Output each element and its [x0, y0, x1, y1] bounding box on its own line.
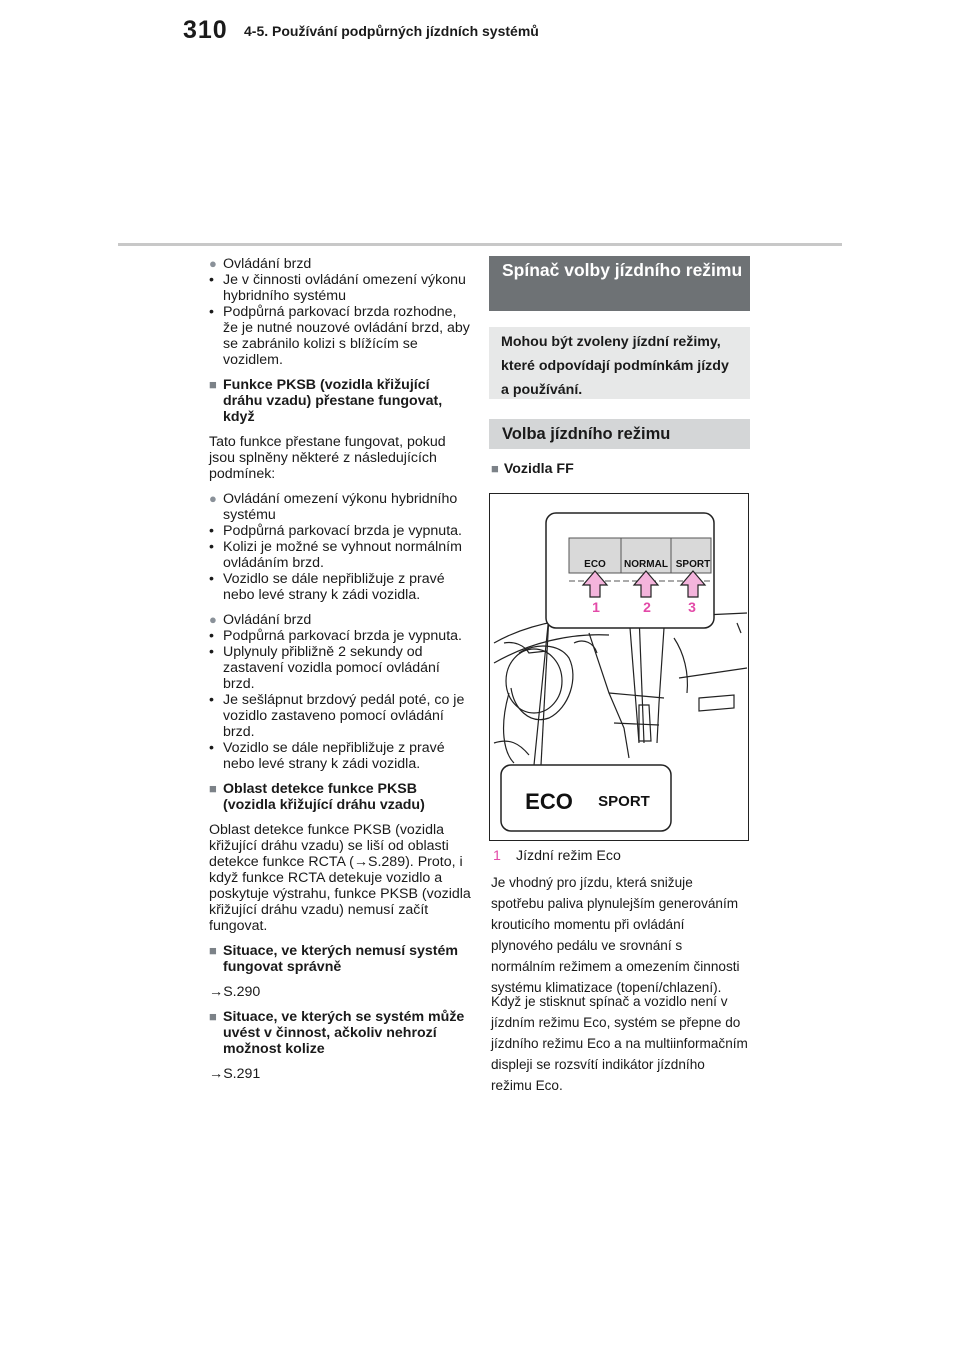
subheading-2: ■ Oblast detekce funkce PKSB (vozidla křižující dráhu vzadu): [209, 781, 425, 813]
list-item: Je v činnosti ovládání omezení výkonu hybridního systému: [223, 272, 466, 304]
square-bullet-icon: ■: [209, 781, 217, 796]
paragraph-eco-activation: Když je stisknut spínač a vozidlo není v jízdním režimu Eco, systém se přepne do jízdního režimu Eco a na multiinformačním displeji se rozsvítí indikátor jízdního režimu Eco.: [491, 994, 748, 1093]
section-title: 4-5. Používání podpůrných jízdních systémů: [244, 23, 539, 39]
eco-indicator-label: ECO: [525, 789, 573, 814]
subheading-1: ■ Funkce PKSB (vozidla křižující dráhu vzadu) přestane fungovat, když: [209, 377, 443, 425]
list-item: Podpůrná parkovací brzda rozhodne, že je nutné nouzové ovládání brzd, aby se zabránilo kolizi s blížícím se vozidlem.: [223, 304, 470, 368]
dashboard-illustration: [489, 493, 749, 841]
eco-button-label: ECO: [584, 559, 606, 570]
left-column: [209, 256, 471, 1091]
bullet-lead: Ovládání omezení výkonu hybridního systému: [223, 491, 458, 523]
list-item: Podpůrná parkovací brzda je vypnuta.: [223, 628, 462, 644]
list-item: Vozidlo se dále nepřibližuje z pravé nebo levé strany k zádi vozidla.: [223, 571, 445, 603]
square-bullet-icon: ■: [209, 1009, 217, 1024]
paragraph-2: Oblast detekce funkce PKSB (vozidla křižující dráhu vzadu) se liší od oblasti detekce funkce RCTA (→S.289). Proto, i když funkce RCTA detekuje vozidlo a poskytuje výstrahu, funkce PKSB (vozidla křižující dráhu vzadu) nemusí začít fungovat.: [209, 822, 471, 934]
circle-bullet-icon: ●: [209, 612, 217, 627]
callout-number-3: 3: [688, 599, 696, 615]
subheading-4: ■ Situace, ve kterých se systém může uvést v činnost, ačkoliv nehrozí možnost kolize: [209, 1009, 465, 1057]
page-reference[interactable]: →S.291: [209, 1066, 261, 1082]
square-bullet-icon: ■: [491, 461, 499, 476]
circle-bullet-icon: ●: [209, 491, 217, 506]
page-number: 310: [183, 16, 228, 44]
paragraph-1: Tato funkce přestane fungovat, pokud jsou splněny některé z následujících podmínek:: [209, 434, 446, 482]
square-bullet-icon: ■: [209, 943, 217, 958]
square-bullet-icon: ■: [209, 377, 217, 392]
sport-indicator-label: SPORT: [598, 793, 650, 810]
subsection-banner: Volba jízdního režimu: [489, 419, 750, 449]
callout-number-2: 2: [643, 599, 651, 615]
callout-number-1: 1: [592, 599, 600, 615]
header-rule: [118, 243, 842, 246]
page-reference[interactable]: →S.290: [209, 984, 261, 1000]
circle-bullet-icon: ●: [209, 256, 217, 271]
heading-ff: ■ Vozidla FF: [491, 461, 574, 477]
bullet-group-3: ● Ovládání brzd • Podpůrná parkovací brzda je vypnuta. • Uplynuly přibližně 2 sekundy od zastavení vozidla pomocí ovládání brzd. • Je sešlápnut brzdový pedál poté, co je vozidlo zastaveno pomocí ovládání brzd. • Vozidlo se dále nepřibližuje z pravé nebo levé strany k zádi vozidla.: [209, 612, 471, 772]
bullet-lead: Ovládání brzd: [223, 612, 312, 628]
bullet-group-1: ● Ovládání brzd • Je v činnosti ovládání omezení výkonu hybridního systému • Podpůrná parkovací brzda rozhodne, že je nutné nouzové ovládání brzd, aby se zabránilo kolizi s blížícím se vozidlem.: [209, 256, 470, 368]
sport-button-label: SPORT: [675, 559, 711, 570]
caption-text: Jízdní režim Eco: [516, 848, 621, 864]
drive-mode-figure: [489, 493, 749, 841]
list-item: Vozidlo se dále nepřibližuje z pravé nebo levé strany k zádi vozidla.: [223, 740, 445, 772]
subheading-3: ■ Situace, ve kterých nemusí systém fungovat správně: [209, 943, 459, 975]
dashboard-lineart: [494, 613, 747, 763]
list-item: Podpůrná parkovací brzda je vypnuta.: [223, 523, 462, 539]
normal-button-label: NORMAL: [624, 559, 668, 570]
section-banner: Spínač volby jízdního režimu: [489, 256, 750, 311]
intro-box: Mohou být zvoleny jízdní režimy, které odpovídají podmínkám jízdy a používání.: [489, 327, 750, 399]
paragraph-eco-description: Je vhodný pro jízdu, která snižuje spotřebu paliva plynulejším generováním krouticího momentu při ovládání plynového pedálu ve srovnání s normálním režimem a omezením činnosti systému klimatizace (topení/chlazení).: [491, 875, 740, 995]
list-item: Je sešlápnut brzdový pedál poté, co je vozidlo zastaveno pomocí ovládání brzd.: [223, 692, 465, 740]
bullet-lead: Ovládání brzd: [223, 256, 312, 272]
bullet-group-2: ● Ovládání omezení výkonu hybridního systému • Podpůrná parkovací brzda je vypnuta. • Kolizi je možné se vyhnout normálním ovládáním brzd. • Vozidlo se dále nepřibližuje z pravé nebo levé strany k zádi vozidla.: [209, 491, 471, 603]
list-item: Kolizi je možné se vyhnout normálním ovládáním brzd.: [223, 539, 462, 571]
list-item: Uplynuly přibližně 2 sekundy od zastavení vozidla pomocí ovládání brzd.: [223, 644, 440, 692]
caption-number: 1: [493, 848, 501, 864]
